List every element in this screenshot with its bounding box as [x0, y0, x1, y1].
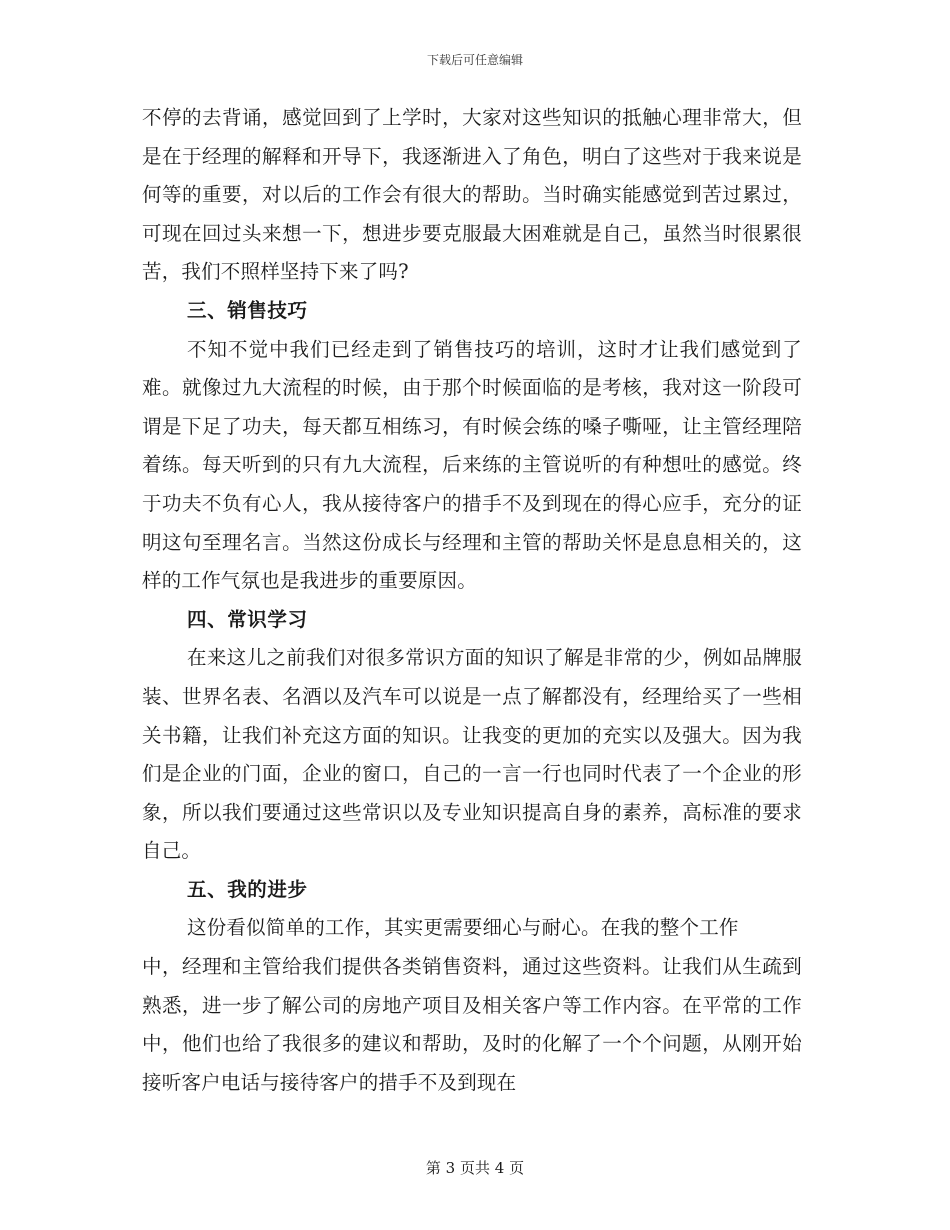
paragraph-common-knowledge: 在来这儿之前我们对很多常识方面的知识了解是非常的少，例如品牌服装、世界名表、名酒以及汽车可以说是一点了解都没有，经理给买了一些相关书籍，让我们补充这方面的知识。让我变的更加的充实以及强大。因为我们是企业的门面，企业的窗口，自己的一言一行也同时代表了一个企业的形象，所以我们要通过这些常识以及专业知识提高自身的素养，高标准的要求自己。 [142, 646, 802, 863]
page-footer: 第 3 页共 4 页 [425, 1159, 525, 1177]
section-heading-common-knowledge: 四、常识学习 [187, 607, 308, 631]
document-body [142, 99, 802, 1102]
section-heading-my-progress: 五、我的进步 [187, 877, 308, 901]
section-heading-sales-skills: 三、销售技巧 [187, 298, 308, 322]
paragraph-my-progress-line1: 这份看似简单的工作，其实更需要细心与耐心。在我的整个工作 [187, 916, 739, 940]
paragraph-sales-skills: 不知不觉中我们已经走到了销售技巧的培训，这时才让我们感觉到了难。就像过九大流程的时候，由于那个时候面临的是考核，我对这一阶段可谓是下足了功夫，每天都互相练习，有时候会练的嗓子嘶哑，让主管经理陪着练。每天听到的只有九大流程，后来练的主管说听的有种想吐的感觉。终于功夫不负有心人，我从接待客户的措手不及到现在的得心应手，充分的证明这句至理名言。当然这份成长与经理和主管的帮助关怀是息息相关的，这样的工作气氛也是我进步的重要原因。 [142, 337, 802, 593]
paragraph-my-progress: 中，经理和主管给我们提供各类销售资料，通过这些资料。让我们从生疏到熟悉，进一步了解公司的房地产项目及相关客户等工作内容。在平常的工作中，他们也给了我很多的建议和帮助，及时的化解了一个个问题，从刚开始接听客户电话与接待客户的措手不及到现在 [142, 955, 802, 1094]
page-header: 下载后可任意编辑 [426, 53, 523, 67]
paragraph-continued: 不停的去背诵，感觉回到了上学时，大家对这些知识的抵触心理非常大，但是在于经理的解释和开导下，我逐渐进入了角色，明白了这些对于我来说是何等的重要，对以后的工作会有很大的帮助。当时确实能感觉到苦过累过，可现在回过头来想一下，想进步要克服最大困难就是自己，虽然当时很累很苦，我们不照样坚持下来了吗? [142, 106, 802, 284]
